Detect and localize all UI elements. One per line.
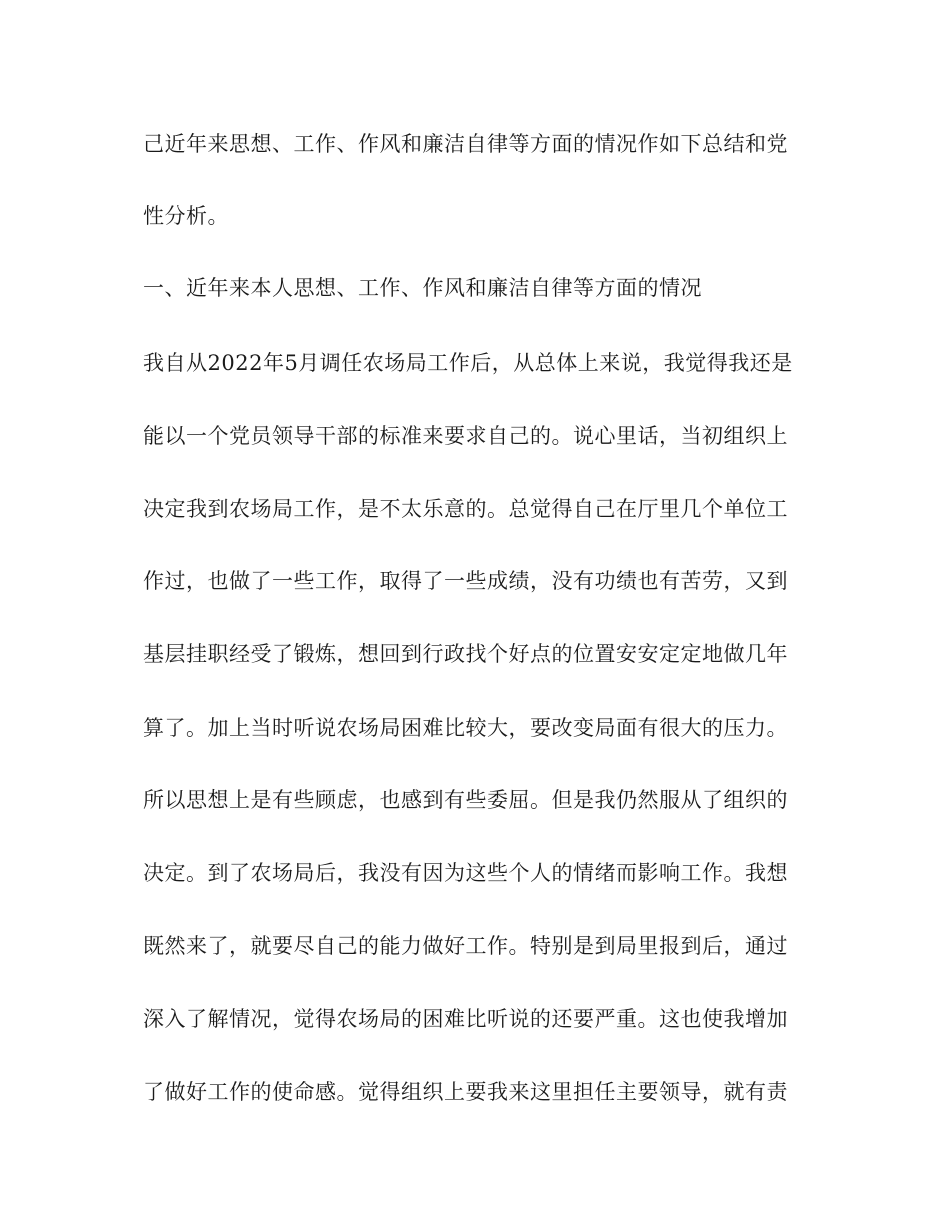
text-line: 深入了解情况，觉得农场局的困难比听说的还要严重。这也使我增加 xyxy=(143,1007,788,1031)
text-line: 所以思想上是有些顾虑，也感到有些委屈。但是我仍然服从了组织的 xyxy=(143,788,788,812)
text-line: 了做好工作的使命感。觉得组织上要我来这里担任主要领导，就有责 xyxy=(143,1080,788,1104)
text-line: 决定。到了农场局后，我没有因为这些个人的情绪而影响工作。我想 xyxy=(143,861,788,885)
text-line: 既然来了，就要尽自己的能力做好工作。特别是到局里报到后，通过 xyxy=(143,934,788,958)
text-line: 作过，也做了一些工作，取得了一些成绩，没有功绩也有苦劳，又到 xyxy=(143,569,788,593)
text-line: 己近年来思想、工作、作风和廉洁自律等方面的情况作如下总结和党 xyxy=(143,132,788,156)
text-line: 算了。加上当时听说农场局困难比较大，要改变局面有很大的压力。 xyxy=(143,716,788,740)
text-line: 决定我到农场局工作，是不太乐意的。总觉得自己在厅里几个单位工 xyxy=(143,497,788,521)
section-heading: 一、近年来本人思想、工作、作风和廉洁自律等方面的情况 xyxy=(143,276,702,300)
text-line: 性分析。 xyxy=(143,204,229,228)
text-line: 能以一个党员领导干部的标准来要求自己的。说心里话，当初组织上 xyxy=(143,424,788,448)
text-line: 我自从2022年5月调任农场局工作后，从总体上来说，我觉得我还是 xyxy=(143,351,793,375)
text-line: 基层挂职经受了锻炼，想回到行政找个好点的位置安安定定地做几年 xyxy=(143,642,788,666)
